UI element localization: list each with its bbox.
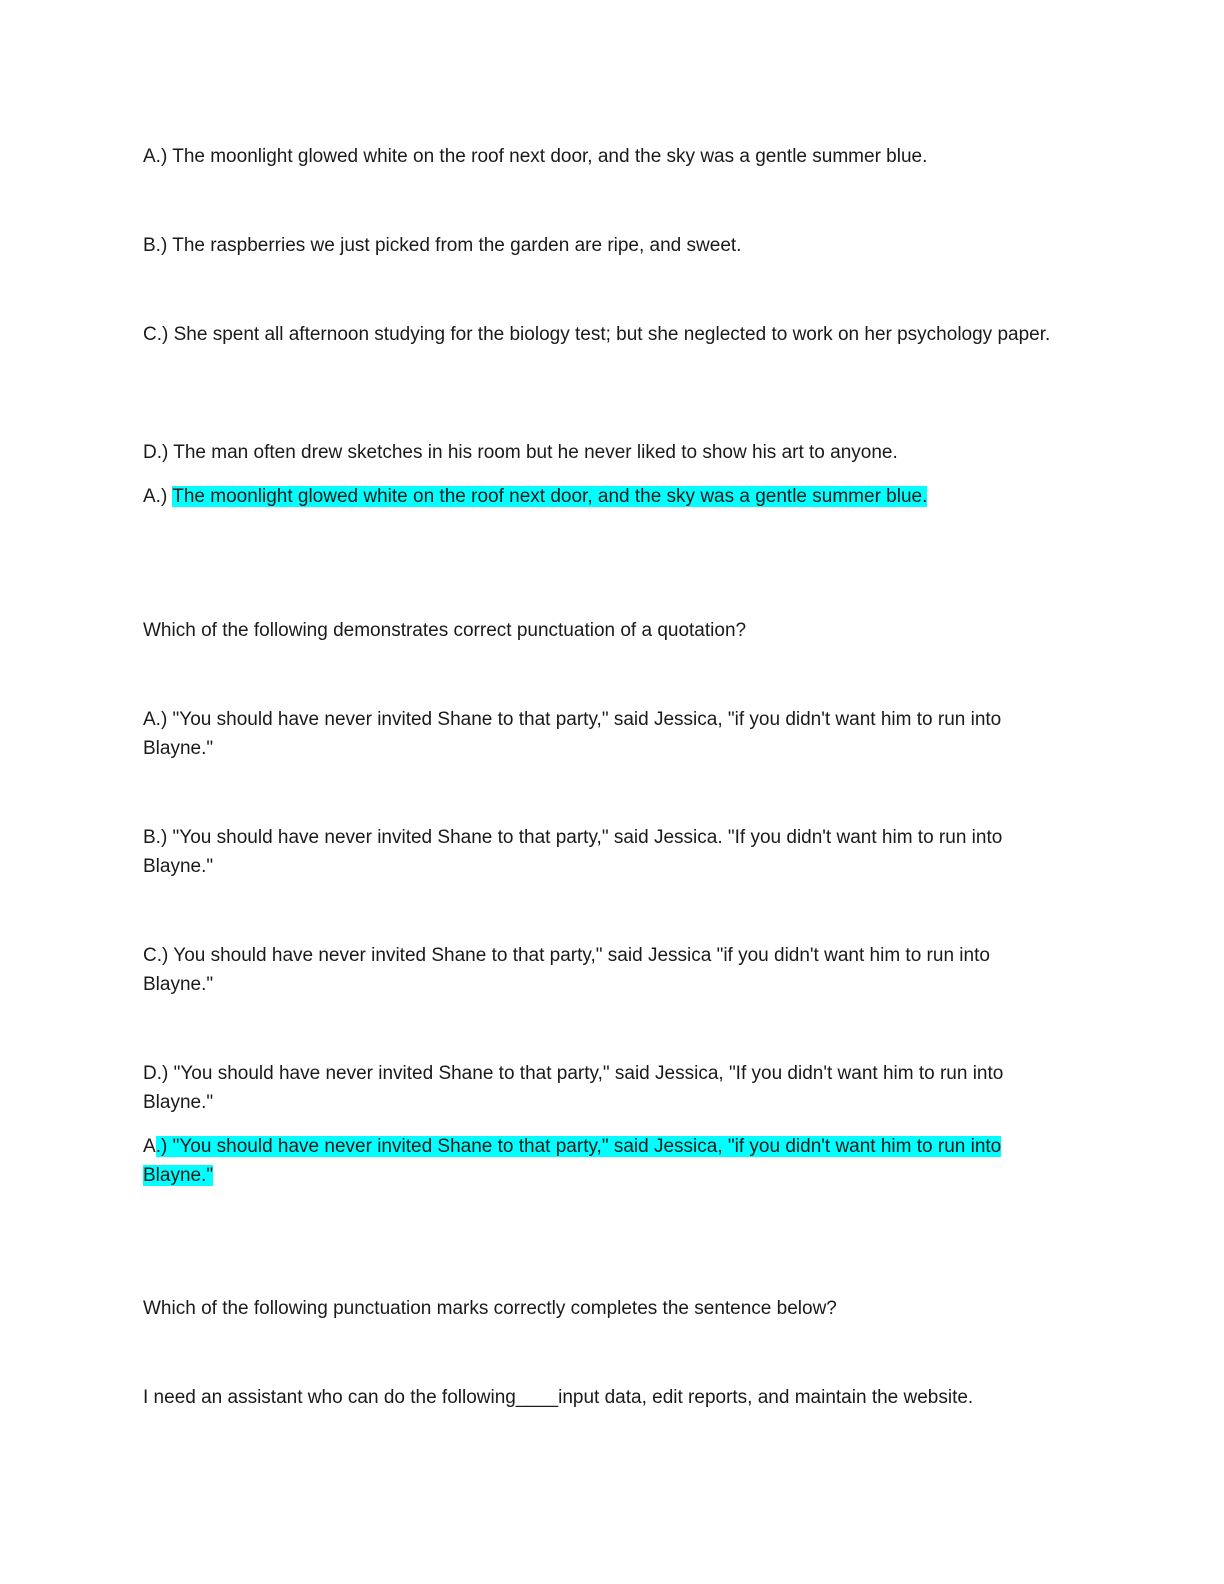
q1-answer-prefix: A.) bbox=[143, 486, 173, 507]
q2-option-d: D.) "You should have never invited Shane to that party," said Jessica, "If you didn't want him to run into Blayne." bbox=[143, 1063, 1004, 1113]
q1-answer bbox=[143, 482, 1063, 511]
q1-option-d: D.) The man often drew sketches in his room but he never liked to show his art to anyone. bbox=[143, 442, 898, 463]
q3-sentence: I need an assistant who can do the following____input data, edit reports, and maintain the website. bbox=[143, 1387, 974, 1408]
q3-question: Which of the following punctuation marks correctly completes the sentence below? bbox=[143, 1298, 837, 1319]
q1-option-b: B.) The raspberries we just picked from the garden are ripe, and sweet. bbox=[143, 235, 742, 256]
q2-answer-prefix: A bbox=[143, 1136, 156, 1157]
q2-answer-highlight: .) "You should have never invited Shane to that party," said Jessica, "if you didn't want him to run into Blayne." bbox=[143, 1136, 1002, 1186]
q2-answer bbox=[143, 1132, 1063, 1190]
q2-option-a: A.) "You should have never invited Shane to that party," said Jessica, "if you didn't want him to run into Blayne." bbox=[143, 709, 1002, 759]
q2-question: Which of the following demonstrates correct punctuation of a quotation? bbox=[143, 620, 747, 641]
q1-option-c: C.) She spent all afternoon studying for the biology test; but she neglected to work on her psychology paper. bbox=[143, 324, 1051, 345]
q1-option-a: A.) The moonlight glowed white on the roof next door, and the sky was a gentle summer blue. bbox=[143, 146, 928, 167]
q2-option-c: C.) You should have never invited Shane to that party," said Jessica "if you didn't want him to run into Blayne." bbox=[143, 945, 990, 995]
q2-option-b: B.) "You should have never invited Shane to that party," said Jessica. "If you didn't want him to run into Blayne." bbox=[143, 827, 1003, 877]
q1-answer-highlight: The moonlight glowed white on the roof next door, and the sky was a gentle summer blue. bbox=[172, 486, 928, 507]
